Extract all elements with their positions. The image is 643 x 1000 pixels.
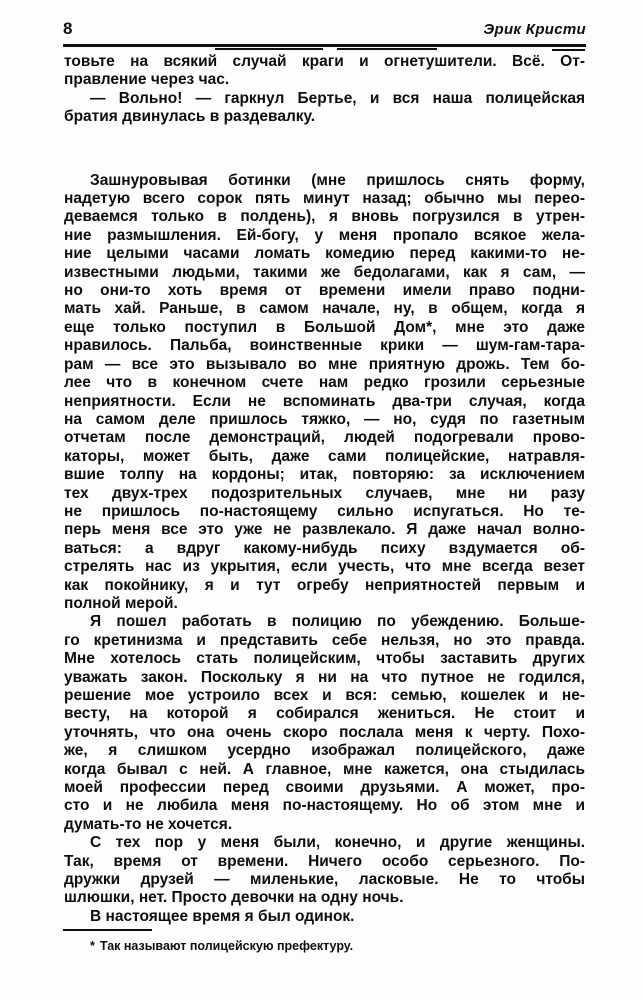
text-line: решение мое устроило всех и вся: семью, кошелек и не-: [64, 687, 585, 704]
text-line: вшие толпу на кордоны; итак, повторяю: за исключением: [64, 466, 585, 484]
text-line: правление через час.: [64, 71, 230, 89]
header-rule: [63, 44, 586, 47]
text-line: товьте на всякий случай краги и огнетушители. Всё. От-: [64, 53, 585, 70]
text-line: ние целыми часами ломать комедию перед какими-то не-: [64, 245, 585, 263]
text-line: деваемся только в полдень), я вновь погрузился в утрен-: [64, 208, 585, 226]
text-line: отчетам после демонстраций, людей подогревали прово-: [64, 429, 585, 447]
text-line: Мне хотелось стать полицейским, чтобы заставить других: [64, 650, 585, 668]
text-line: — Вольно! — гаркнул Бертье, и вся наша полицейская: [90, 89, 585, 107]
text-line: на самом деле пришлось тяжко, — но, судя по газетным: [64, 410, 585, 428]
text-line: Так, время от времени. Ничего особо серьезного. По-: [64, 852, 585, 870]
text-line: уточнять, что она очень скоро послала меня к черту. Похо-: [64, 723, 585, 741]
text-line: нравилось. Пальба, воинственные крики — шум-гам-тара-: [64, 337, 585, 355]
page-number: 8: [63, 19, 73, 38]
text-line: шлюшки, нет. Просто девочки на одну ночь.: [64, 889, 404, 907]
paragraph: [64, 613, 585, 834]
text-line: ние размышления. Ей-богу, у меня пропало всякое жела-: [64, 226, 585, 244]
running-title: Эрик Кристи: [483, 21, 586, 38]
header-rule-artifact: [215, 48, 323, 50]
text-line: еще только поступил в Большой Дом*, мне это даже: [64, 318, 585, 336]
text-line: моей профессии перед своими друзьями. А может, про-: [64, 779, 585, 797]
text-line: сто и не любила меня по-настоящему. Но об этом мне и: [64, 797, 585, 815]
text-line: весту, на которой я собирался жениться. Не стоит и: [64, 705, 585, 723]
text-line: не пришлось по-настоящему сильно испугаться. Но те-: [64, 502, 585, 520]
text-line: полной мерой.: [64, 594, 178, 612]
text-line: го кретинизма и представить себе нельзя, но это правда.: [64, 631, 585, 649]
footnote-marker: *: [90, 939, 95, 953]
text-line: братия двинулась в раздевалку.: [64, 108, 316, 126]
text-line: Я пошел работать в полицию по убеждению. Больше-: [90, 613, 585, 631]
text-line: мать хай. Раньше, в самом начале, ну, в общем, когда я: [64, 300, 585, 318]
text-line: когда бывал с ней. А главное, мне кажется, она стыдилась: [64, 760, 585, 778]
footnote: [64, 938, 585, 954]
page-header: [63, 19, 586, 39]
text-line: стрелять нас из укрытия, если учесть, что мне всегда везет: [64, 558, 585, 576]
text-line: дружки друзей — миленькие, ласковые. Не то чтобы: [64, 871, 585, 889]
text-line: рам — все это вызывало во мне приятную дрожь. Тем бо-: [64, 355, 585, 373]
text-line: тех двух-трех подозрительных случаев, мне ни разу: [64, 484, 585, 502]
body-text: [64, 53, 585, 926]
text-line: ваться: а вдруг какому-нибудь психу вздумается об-: [64, 539, 585, 557]
text-line: надетую всего сорок пять минут назад; обычно мы перео-: [64, 190, 585, 208]
text-line: лее что в конечном счете нам редко грозили серьезные: [64, 374, 585, 392]
text-line: перь меня все это уже не развлекало. Я даже начал волно-: [64, 521, 585, 539]
text-line: В настоящее время я был одинок.: [90, 907, 355, 925]
paragraph: [64, 53, 585, 90]
text-line: же, я слишком усердно изображал полицейского, даже: [64, 742, 585, 760]
footnote-rule: [63, 929, 152, 931]
text-line: думать-то не хочется.: [64, 815, 233, 833]
text-line: уважать закон. Поскольку я ни на что путное не годился,: [64, 668, 585, 686]
paragraph: [64, 90, 585, 127]
text-line: известными людьми, такими же бедолагами, как я сам, —: [64, 263, 585, 281]
text-line: как покойнику, я и тут огребу неприятностей первым и: [64, 576, 585, 594]
paragraph: [64, 908, 585, 926]
text-line: неприятности. Если не вспоминать два-три случая, когда: [64, 392, 585, 410]
header-rule-artifact: [337, 48, 437, 50]
text-line: Зашнуровывая ботинки (мне пришлось снять форму,: [90, 171, 585, 189]
text-line: но они-то хоть время от времени имели право подни-: [64, 282, 585, 300]
text-line: каторы, может быть, даже сами полицейские, натравля-: [64, 447, 585, 465]
paragraph: [64, 834, 585, 908]
paragraph: [64, 172, 585, 614]
footnote-text: Так называют полицейскую префектуру.: [99, 939, 354, 953]
text-line: С тех пор у меня были, конечно, и другие женщины.: [90, 834, 585, 852]
section-break: [64, 127, 585, 172]
header-rule-artifact: [552, 49, 585, 51]
